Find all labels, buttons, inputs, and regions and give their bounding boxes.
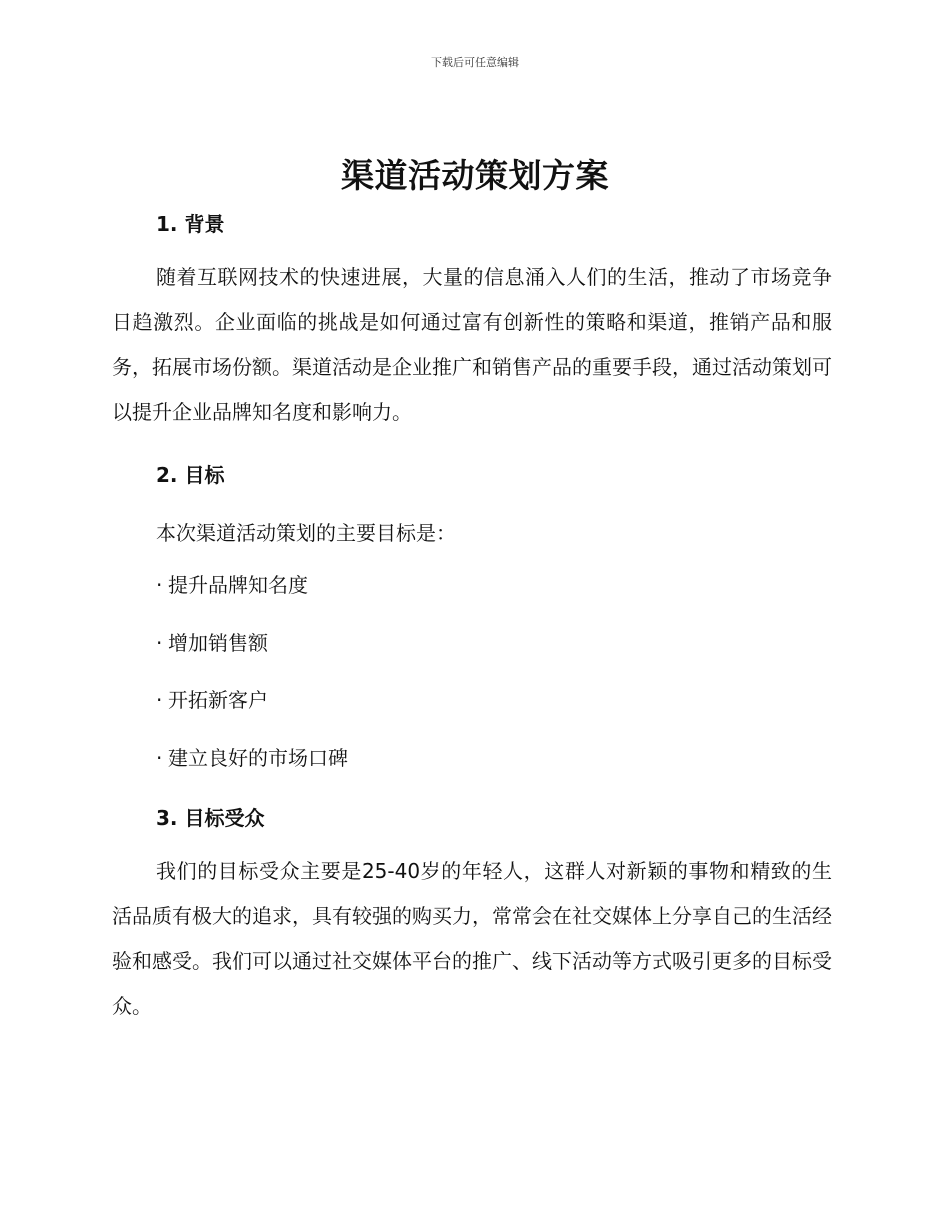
section-heading-background: 1. 背景 bbox=[156, 212, 225, 236]
goals-intro: 本次渠道活动策划的主要目标是： bbox=[156, 521, 456, 545]
section-heading-goals: 2. 目标 bbox=[156, 463, 225, 487]
goals-list bbox=[156, 567, 348, 798]
list-item-label: 增加销售额 bbox=[168, 630, 268, 655]
list-item-label: 建立良好的市场口碑 bbox=[168, 746, 348, 771]
section-heading-audience: 3. 目标受众 bbox=[156, 806, 265, 830]
list-item bbox=[156, 625, 348, 683]
bullet-icon: · bbox=[156, 746, 163, 771]
audience-paragraph: 我们的目标受众主要是25-40岁的年轻人，这群人对新颖的事物和精致的生活品质有极大的追求，具有较强的购买力，常常会在社交媒体上分享自己的生活经验和感受。我们可以通过社交媒体平台的推广、线下活动等方式吸引更多的目标受众。 bbox=[112, 859, 832, 1018]
background-paragraph: 随着互联网技术的快速进展，大量的信息涌入人们的生活，推动了市场竞争日趋激烈。企业面临的挑战是如何通过富有创新性的策略和渠道，推销产品和服务，拓展市场份额。渠道活动是企业推广和销售产品的重要手段，通过活动策划可以提升企业品牌知名度和影响力。 bbox=[112, 265, 832, 424]
list-item bbox=[156, 567, 348, 625]
list-item-label: 提升品牌知名度 bbox=[168, 573, 308, 597]
bullet-icon: · bbox=[156, 630, 163, 655]
header-note: 下载后可任意编辑 bbox=[431, 56, 519, 69]
bullet-icon: · bbox=[156, 573, 163, 597]
bullet-icon: · bbox=[156, 688, 163, 713]
list-item bbox=[156, 740, 348, 798]
list-item bbox=[156, 682, 348, 740]
document-title: 渠道活动策划方案 bbox=[341, 156, 609, 195]
list-item-label: 开拓新客户 bbox=[168, 688, 268, 713]
